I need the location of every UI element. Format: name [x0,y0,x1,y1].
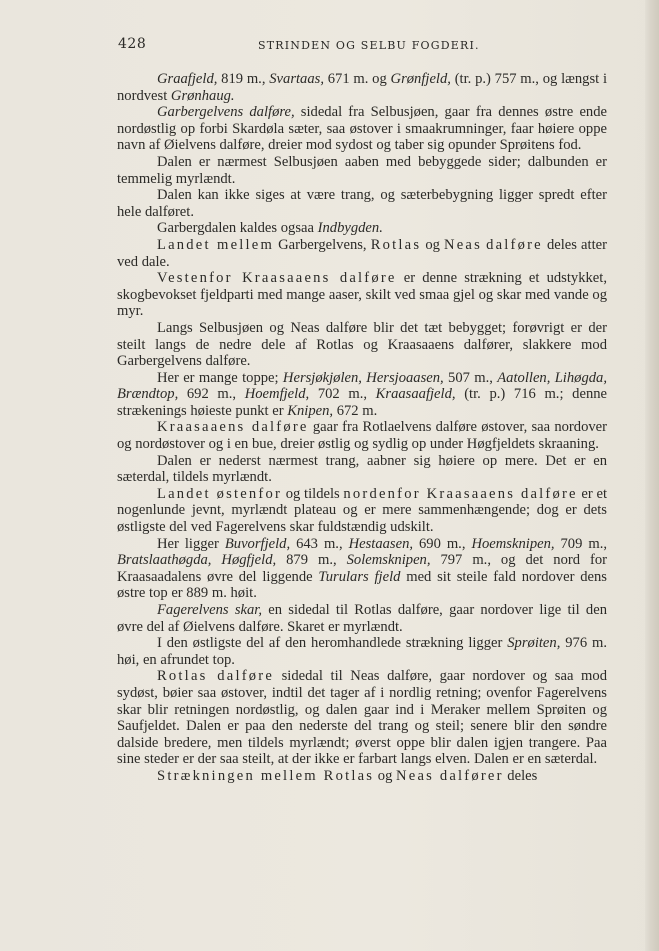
text-run: I den østligste del af den heromhandlede strækning ligger [157,635,508,652]
spaced-text: Rotlas [370,236,422,253]
paragraph [117,370,607,420]
italic-text: Svartaas, [269,71,324,87]
text-run: med sit steile fald nordover dens østre top er 889 m. høit. [117,568,607,602]
text-run: Garbergelvens, [274,236,371,253]
text-run: 819 m., [217,71,270,87]
italic-text: Solemsknipen, [346,552,431,569]
text-run: 797 m., og det nord for Kraasaadalens øvre del liggende [117,552,608,585]
text-run: 671 m. og [323,71,391,87]
italic-text: Turulars fjeld [318,568,401,585]
text-run: og tildels [282,485,344,502]
paragraph [117,536,607,602]
text-run: 643 m., [290,535,349,552]
italic-text: Knipen, [287,402,334,419]
italic-text: Buvorfjeld, [224,535,291,552]
page-header [118,36,607,54]
text-run: 879 m., [276,552,347,569]
paragraph [117,320,607,370]
paragraph [117,419,607,452]
italic-text: Kraasaafjeld, [375,386,456,403]
text-run: 702 m., [309,386,376,403]
paragraph [117,220,607,237]
italic-text: Garbergelvens dalføre, [157,104,295,121]
paragraph [117,187,607,220]
italic-text: Fagerelvens skar, [157,602,263,618]
paragraph [117,104,607,154]
text-run: og [374,767,397,784]
text-run: Dalen er nederst nærmest trang, aabner sig høiere op mere. Det er en sæterdal, tildels myrlændt. [117,452,607,486]
paragraph [117,154,607,187]
spaced-text: Neas [444,236,482,253]
text-run: (tr. p.) 716 m.; denne strækenings høieste punkt er [117,386,608,419]
text-run: (tr. p.) 757 m., og længst i nordvest [117,71,608,104]
spaced-text: Rotlas dalføre [157,668,275,685]
text-run: Dalen er nærmest Selbusjøen aaben med bebyggede sider; dalbunden er temmelig myrlændt. [117,153,607,187]
text-run: Her er mange toppe; [157,369,283,386]
page-edge [645,0,659,951]
paragraph [117,237,607,270]
italic-text: Bratslaathøgda, Høgfjeld, [117,552,277,569]
text-run: deles [503,767,538,784]
text-run: og [421,236,445,253]
spaced-text: dalføre [486,236,543,253]
paragraph [117,486,607,536]
paragraph [117,635,607,668]
paragraph [117,453,607,486]
spaced-text: nordenfor Kraasaaens dalføre [343,485,578,502]
text-run: 672 m. [333,402,378,419]
italic-text: Hoemsknipen, [471,535,555,552]
running-title: STRINDEN OG SELBU FOGDERI. [258,39,480,52]
text-run: sidedal til Neas dalføre, gaar nordover og saa mod sydøst, bøier saa østover, indtil det tager af i nordlig retning; ovenfor Fagerelvens skar blir retningen nordøstlig, og dalen gaar ind i Meraker mellem Sprøiten og Saufjeldet. Dalen er paa den nederste del trang og steil; senere blir den søndre dalside bredere, men tildels myrlændt; øverst oppe blir dalen igjen trangere. Paa sine steder er der saa steilt, at der ikke er farbart langs elven. Dalen er en sæterdal. [117,668,607,768]
italic-text: Hersjøkjølen, Hersjoaasen, [282,369,444,386]
text-run: 976 m. høi, en afrundet top. [117,635,607,668]
italic-text: Hestaasen, [348,535,414,552]
italic-text: Grønhaug. [170,87,235,104]
spaced-text: Landet østenfor [157,485,283,502]
spaced-text: Neas dalfører [396,767,504,784]
text-run: Garbergdalen kaldes ogsaa [157,220,318,237]
text-run: er et nogenlunde jevnt, myrlændt plateau og er mere sammenhængende; dog er dets østligste del ved Fagerelvens skar fuldstændig udskilt. [117,485,608,536]
text-run: deles atter ved dale. [117,236,607,270]
paragraph [117,602,607,635]
text-run: sidedal fra Selbusjøen, gaar fra dennes østre ende nordøstlig op forbi Skardøla sæter, saa østover i smaakrumninger, faar høiere oppe navn af Øielvens dalføre, dreier mod sydost og taber sig opunder Sprøitens fod. [117,104,607,154]
text-run: 709 m., [554,535,608,552]
paragraph [117,270,607,320]
text-run: Dalen kan ikke siges at være trang, og sæterbebygning ligger spredt efter hele dalføret. [117,187,607,220]
spaced-text: Landet mellem [157,236,274,253]
text-run: Her ligger [157,535,225,552]
italic-text: Graafjeld, [157,71,218,87]
italic-text: Sprøiten, [507,635,561,652]
text-run: gaar fra Rotlaelvens dalføre østover, saa nordover og nordøstover og i en bue, dreier østlig og sydlig op under Høgfjeldets skraaning. [117,419,607,453]
italic-text: Indbygden. [317,220,383,237]
spaced-text: Kraasaaens dalføre [157,419,309,436]
italic-text: Grønfjeld, [390,71,451,87]
paragraph [117,668,607,768]
body-text [117,71,607,785]
spaced-text: Vestenfor Kraasaaens dalføre [157,270,397,287]
italic-text: Hoemfjeld, [244,386,310,403]
text-run: 507 m., [443,369,498,386]
spaced-text: Strækningen mellem Rotlas [157,767,375,784]
text-run: 692 m., [178,386,245,403]
page-number: 428 [118,36,147,52]
text-run: er denne strækning et udstykket, skogbevokset fjeldparti med mange aaser, skilt ved smaa gjel og skar med vande og myr. [117,270,607,320]
text-run: en sidedal til Rotlas dalføre, gaar nordover lige til den øvre del af Øielvens dalføre. Skaret er myrlændt. [117,602,607,635]
italic-text: Aatollen, Lihøgda, Brændtop, [117,369,607,403]
paragraph [117,71,607,104]
paragraph [117,768,607,785]
text-run: 690 m., [413,535,472,552]
text-run: Langs Selbusjøen og Neas dalføre blir det tæt bebygget; forøvrigt er der steilt langs de nedre dele af Rotlas og Kraasaaens dalfører, slakkere mod Garbergelvens dalføre. [117,319,607,370]
